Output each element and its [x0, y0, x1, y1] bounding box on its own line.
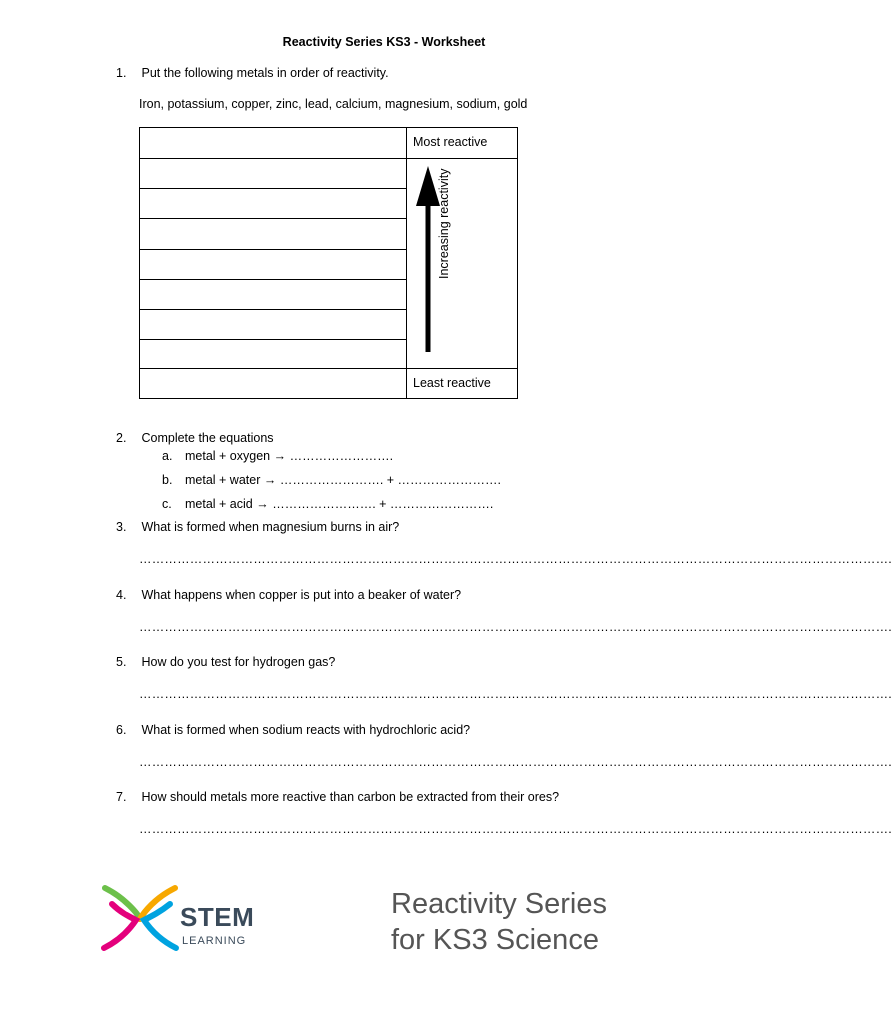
question-5: [116, 655, 335, 669]
table-row: [140, 368, 406, 369]
question-2: [116, 431, 274, 445]
footer-brand-title: [391, 886, 607, 958]
table-divider: [406, 128, 407, 398]
question-1: [116, 66, 389, 80]
answer-line[interactable]: …………………………………………………………………………………………………………………………………………………………….: [139, 755, 892, 769]
equation-letter: b.: [162, 473, 173, 487]
table-row: [140, 218, 406, 219]
equation-text: metal + water → ……………………. + …………………….: [185, 473, 502, 487]
equation-item: [162, 497, 493, 511]
question-3: [116, 520, 399, 534]
table-row: [140, 339, 406, 340]
equation-letter: c.: [162, 497, 172, 511]
question-number: 6.: [116, 723, 127, 737]
least-reactive-label: Least reactive: [413, 376, 491, 390]
equation-text: metal + acid → ……………………. + …………………….: [185, 497, 494, 511]
table-row: [406, 158, 517, 159]
equation-item: [162, 449, 393, 463]
worksheet-title: Reactivity Series KS3 - Worksheet: [282, 35, 486, 49]
question-number: 3.: [116, 520, 127, 534]
answer-line[interactable]: …………………………………………………………………………………………………………………………………………………………….: [139, 552, 892, 566]
question-4: [116, 588, 461, 602]
increasing-reactivity-label: Increasing reactivity: [437, 168, 451, 279]
question-number: 5.: [116, 655, 127, 669]
question-number: 7.: [116, 790, 127, 804]
answer-line[interactable]: …………………………………………………………………………………………………………………………………………………………….: [139, 687, 892, 701]
most-reactive-label: Most reactive: [413, 135, 488, 149]
equation-letter: a.: [162, 449, 173, 463]
equation-text: metal + oxygen → …………………….: [185, 449, 394, 463]
reactivity-table: [139, 127, 518, 399]
table-row: [140, 309, 406, 310]
question-number: 4.: [116, 588, 127, 602]
question-text: What happens when copper is put into a beaker of water?: [141, 588, 462, 602]
question-text: Complete the equations: [141, 431, 274, 445]
answer-line[interactable]: …………………………………………………………………………………………………………………………………………………………….: [139, 822, 892, 836]
question-text: How do you test for hydrogen gas?: [141, 655, 336, 669]
table-row: [140, 188, 406, 189]
metals-list: Iron, potassium, copper, zinc, lead, calcium, magnesium, sodium, gold: [139, 97, 528, 111]
brand-line-1: Reactivity Series: [391, 888, 607, 920]
stem-logo-subword: LEARNING: [182, 935, 247, 947]
stem-logo-word: STEM: [180, 902, 255, 932]
question-number: 2.: [116, 431, 127, 445]
question-text: Put the following metals in order of reactivity.: [141, 66, 389, 80]
table-row: [140, 279, 406, 280]
table-row: [140, 158, 406, 159]
question-text: What is formed when sodium reacts with hydrochloric acid?: [141, 723, 471, 737]
question-number: 1.: [116, 66, 127, 80]
equation-item: [162, 473, 501, 487]
table-row: [406, 368, 517, 369]
table-row: [140, 249, 406, 250]
question-text: What is formed when magnesium burns in air?: [141, 520, 400, 534]
brand-line-2: for KS3 Science: [391, 924, 599, 956]
question-6: [116, 723, 470, 737]
question-7: [116, 790, 559, 804]
question-text: How should metals more reactive than carbon be extracted from their ores?: [141, 790, 560, 804]
answer-line[interactable]: …………………………………………………………………………………………………………………………………………………………….: [139, 620, 892, 634]
